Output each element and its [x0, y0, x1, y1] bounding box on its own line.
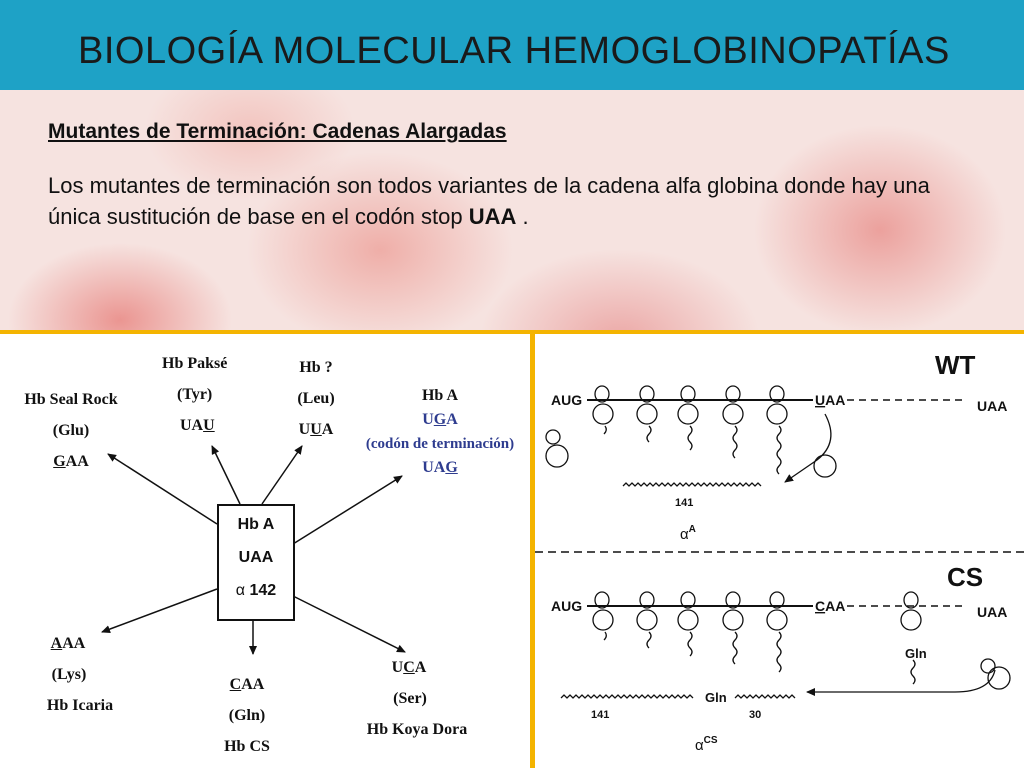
codon-changed-base: A: [50, 635, 63, 652]
cs-globin-chain: [561, 695, 693, 698]
variant-seal-rock: [6, 384, 136, 477]
variant-aa: (Gln): [228, 707, 266, 724]
peptide-squiggle: [647, 632, 651, 648]
wt-stop-codon: [815, 392, 845, 408]
intro-section: [0, 90, 1024, 330]
intro-paragraph: [48, 170, 978, 232]
variant-name: Hb Koya Dora: [366, 721, 468, 738]
ribosome-icon: [593, 404, 613, 424]
variant-unknown: [276, 352, 356, 445]
mutation-diagram: [0, 334, 530, 768]
variant-hba: [352, 384, 528, 480]
peptide-squiggle: [647, 426, 651, 442]
codon-pre: UA: [180, 417, 204, 434]
wt-label: WT: [935, 350, 976, 380]
ribosome-icon: [593, 610, 613, 630]
termination-note: (codón de terminación): [365, 436, 515, 452]
cs-stop-rest: AA: [825, 598, 846, 614]
translation-diagram: [535, 334, 1024, 768]
wt-chain-length: 141: [675, 497, 694, 509]
codon-rest: A: [446, 411, 458, 428]
ribosome-subunit-icon: [814, 455, 836, 477]
page-title: BIOLOGÍA MOLECULAR HEMOGLOBINOPATÍAS: [78, 30, 950, 72]
cs-gln-label: Gln: [905, 646, 927, 661]
arrow-to-icaria: [102, 589, 217, 632]
cs-extension-chain: [735, 695, 795, 698]
center-position-line: [219, 582, 293, 600]
codon-rest: AA: [65, 453, 89, 470]
ribosome-subunit-icon: [981, 659, 995, 673]
wt-release-arrow: [785, 414, 831, 482]
codon-pre: UA: [422, 459, 446, 476]
cs-product-superscript: CS: [703, 735, 718, 746]
wt-stop-changed-base: U: [815, 392, 826, 408]
ribosome-icon: [637, 610, 657, 630]
section-subtitle: Mutantes de Terminación: Cadenas Alargadas: [48, 120, 507, 143]
intro-text-end: .: [516, 204, 529, 229]
codon-changed-base: G: [53, 453, 66, 470]
wt-start-codon: AUG: [551, 392, 583, 408]
peptide-squiggle: [777, 632, 781, 672]
center-name: Hb A: [237, 516, 275, 533]
codon-changed-base: U: [310, 421, 322, 438]
ribosome-icon: [723, 404, 743, 424]
intro-text-part: Los mutantes de terminación son todos variantes de la cadena alfa globina donde hay una única sustitución de base en el codón stop: [48, 173, 930, 229]
center-codon: UAA: [238, 549, 274, 566]
peptide-squiggle: [688, 632, 692, 656]
cs-stop-codon: [815, 598, 845, 614]
ribosome-icon: [678, 610, 698, 630]
alpha-symbol: α: [695, 737, 704, 754]
codon-pre: U: [298, 421, 311, 438]
variant-aa: (Tyr): [177, 386, 213, 403]
variant-codon: [352, 652, 482, 683]
cs-chain-length: 141: [591, 709, 610, 721]
ribosome-icon: [901, 610, 921, 630]
center-position: 142: [249, 582, 277, 599]
variant-codon: [30, 628, 130, 659]
codon-changed-base: G: [433, 411, 447, 428]
wt-product-label: [680, 524, 696, 543]
peptide-squiggle: [733, 426, 737, 458]
variant-name: Hb CS: [224, 738, 270, 755]
variant-codon: [162, 410, 272, 441]
peptide-squiggle: [604, 426, 606, 434]
ribosome-subunit-icon: [546, 445, 568, 467]
cs-release-arrow: [807, 670, 995, 692]
cs-gln-chain-label: Gln: [705, 690, 727, 705]
codon-pre: U: [391, 659, 404, 676]
ribosome-icon: [637, 404, 657, 424]
variant-codon: [212, 669, 292, 700]
cs-stop-changed-base: C: [815, 598, 826, 614]
variant-name: Hb Icaria: [46, 697, 114, 714]
peptide-squiggle: [604, 632, 606, 640]
ribosome-icon: [723, 610, 743, 630]
variant-pakse: [148, 348, 272, 441]
arrow-to-pakse: [212, 446, 240, 504]
variant-aa: (Glu): [52, 422, 90, 439]
alpha-symbol: α: [680, 526, 689, 543]
variant-name: Hb ?: [299, 359, 333, 376]
variant-aa: (Lys): [51, 666, 87, 683]
cs-end-codon: UAA: [977, 604, 1008, 620]
cs-label: CS: [947, 562, 984, 592]
arrow-to-hba: [293, 476, 402, 544]
variant-koya-dora: [352, 652, 482, 745]
variant-name: Hb A: [421, 387, 458, 404]
codon-rest: A: [414, 659, 427, 676]
arrow-to-unknown: [262, 446, 302, 504]
variant-aa: (Leu): [297, 390, 335, 407]
codon-changed-base: C: [403, 659, 415, 676]
codon-rest: AA: [241, 676, 265, 693]
wt-globin-chain: [623, 483, 761, 486]
title-bar: [0, 0, 1024, 90]
variant-aa: (Ser): [393, 690, 427, 707]
ribosome-diagram: [535, 334, 1024, 768]
variant-name: Hb Seal Rock: [24, 391, 118, 408]
cs-extension-length: 30: [749, 709, 762, 721]
variant-codon: [6, 446, 136, 477]
codon-rest: AA: [62, 635, 86, 652]
peptide-squiggle: [777, 426, 781, 474]
cs-product-label: [695, 735, 718, 754]
codon-pre: U: [422, 411, 434, 428]
variant-codon-1: [352, 408, 528, 432]
wt-end-codon: UAA: [977, 398, 1008, 414]
wt-stop-rest: AA: [825, 392, 846, 408]
codon-rest: A: [321, 421, 334, 438]
peptide-squiggle: [688, 426, 692, 450]
alpha-symbol: α: [235, 582, 246, 599]
variant-name: Hb Paksé: [162, 355, 228, 372]
codon-changed-base: G: [445, 459, 458, 476]
ribosome-icon: [767, 404, 787, 424]
variant-codon: [276, 414, 356, 445]
peptide-squiggle: [733, 632, 737, 664]
ribosome-icon: [678, 404, 698, 424]
center-box-hba: [217, 504, 295, 621]
wt-product-superscript: A: [688, 524, 696, 535]
variant-codon-2: [352, 456, 528, 480]
codon-changed-base: U: [203, 417, 215, 434]
cs-start-codon: AUG: [551, 598, 583, 614]
arrow-to-koya-dora: [293, 596, 405, 652]
variant-cs: [212, 669, 292, 762]
codon-changed-base: C: [229, 676, 242, 693]
variant-icaria: [30, 628, 130, 721]
intro-codon-uaa: UAA: [468, 204, 517, 229]
ribosome-icon: [767, 610, 787, 630]
peptide-squiggle: [911, 660, 915, 684]
ribosome-subunit-icon: [546, 430, 560, 444]
